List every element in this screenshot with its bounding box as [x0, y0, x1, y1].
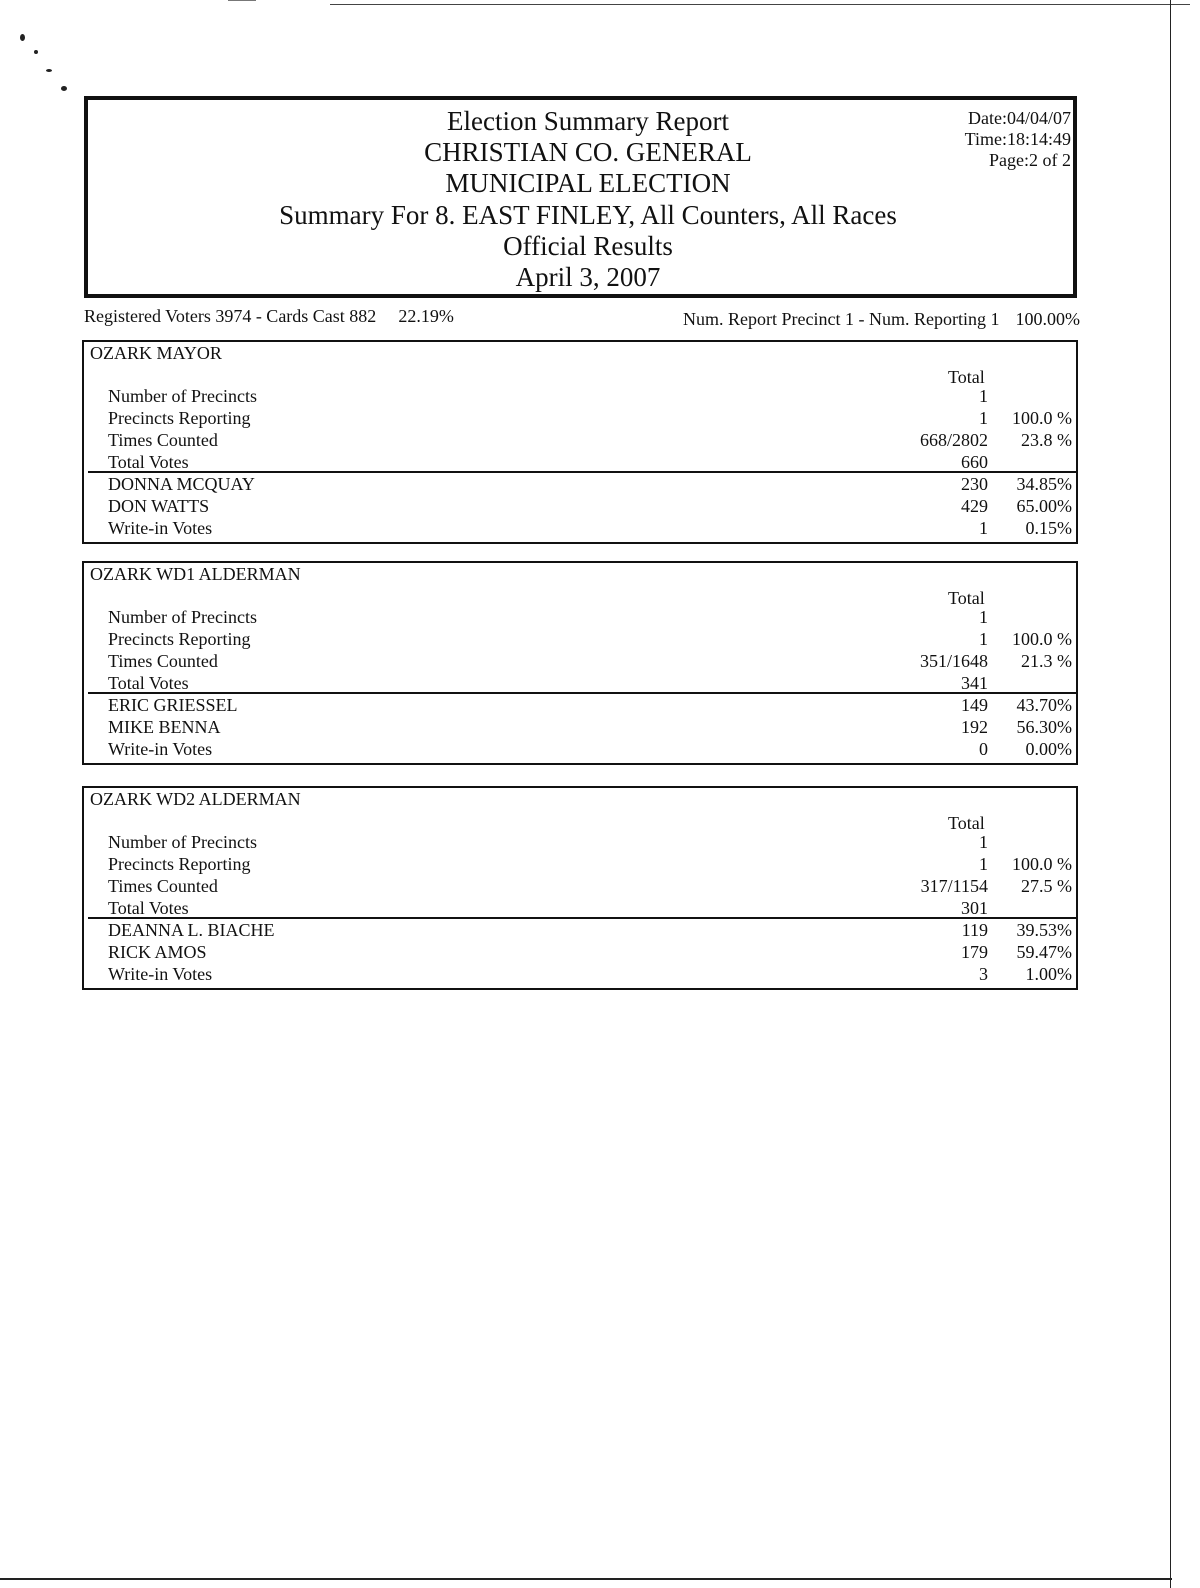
registered-voters-text: Registered Voters 3974 - Cards Cast 882 [84, 306, 377, 326]
reporting-text: Num. Report Precinct 1 - Num. Reporting 1 [683, 309, 1000, 329]
table-row [84, 831, 1076, 853]
row-label: DON WATTS [108, 496, 210, 516]
row-total: 149 [961, 695, 988, 715]
race-ozark-mayor [82, 340, 1078, 544]
row-label: Write-in Votes [108, 518, 213, 538]
row-label: Precincts Reporting [108, 408, 251, 428]
table-row [84, 919, 1076, 941]
row-label: DEANNA L. BIACHE [108, 920, 275, 940]
row-total: 341 [961, 673, 988, 693]
table-row [84, 941, 1076, 963]
row-label: ERIC GRIESSEL [108, 695, 238, 715]
row-label: Times Counted [108, 876, 218, 896]
row-label: Write-in Votes [108, 964, 213, 984]
scan-speck [46, 69, 52, 72]
race-ozark-wd2-alderman [82, 786, 1078, 990]
row-total: 1 [979, 386, 988, 406]
row-total: 3 [979, 964, 988, 984]
row-label: RICK AMOS [108, 942, 207, 962]
row-label: Number of Precincts [108, 386, 257, 406]
row-label: Times Counted [108, 430, 218, 450]
row-label: Write-in Votes [108, 739, 213, 759]
row-percent: 1.00% [1025, 964, 1072, 984]
total-column-header: Total [948, 813, 985, 833]
row-total: 1 [979, 607, 988, 627]
row-percent: 59.47% [1016, 942, 1072, 962]
table-row [84, 385, 1076, 407]
row-percent: 100.0 % [1012, 629, 1072, 649]
row-label: Total Votes [108, 452, 189, 472]
title-line: CHRISTIAN CO. GENERAL [424, 137, 752, 168]
table-row [84, 473, 1076, 495]
row-label: Precincts Reporting [108, 854, 251, 874]
table-row [84, 963, 1076, 985]
row-label: Total Votes [108, 673, 189, 693]
scan-speck [34, 50, 38, 54]
table-row [84, 897, 1076, 919]
total-column-header: Total [948, 588, 985, 608]
row-label: Total Votes [108, 898, 189, 918]
reporting-summary [683, 309, 1080, 330]
row-total: 1 [979, 518, 988, 538]
row-label: Precincts Reporting [108, 629, 251, 649]
title-line: MUNICIPAL ELECTION [445, 168, 731, 199]
row-total: 668/2802 [919, 430, 988, 450]
table-row [84, 451, 1076, 473]
row-percent: 100.0 % [1012, 408, 1072, 428]
table-row [84, 738, 1076, 760]
row-percent: 43.70% [1016, 695, 1072, 715]
scan-edge-bottom [0, 1578, 1172, 1580]
row-label: Times Counted [108, 651, 218, 671]
table-row [84, 495, 1076, 517]
turnout-percent: 22.19% [398, 306, 454, 326]
table-row [84, 853, 1076, 875]
row-label: DONNA MCQUAY [108, 474, 255, 494]
report-date: Date:04/04/07 [968, 108, 1071, 128]
row-total: 1 [979, 832, 988, 852]
row-total: 1 [979, 854, 988, 874]
row-percent: 56.30% [1016, 717, 1072, 737]
row-total: 1 [979, 629, 988, 649]
row-total: 351/1648 [919, 651, 988, 671]
row-label: Number of Precincts [108, 832, 257, 852]
scan-edge-right [1170, 0, 1171, 1588]
row-total: 317/1154 [920, 876, 988, 896]
report-page: Page:2 of 2 [989, 150, 1071, 170]
row-percent: 21.3 % [1021, 651, 1072, 671]
race-ozark-wd1-alderman [82, 561, 1078, 765]
row-label: Number of Precincts [108, 607, 257, 627]
row-percent: 65.00% [1016, 496, 1072, 516]
row-percent: 39.53% [1016, 920, 1072, 940]
row-total: 429 [961, 496, 988, 516]
report-meta [965, 108, 1071, 171]
registered-voters-summary [84, 306, 454, 327]
row-percent: 34.85% [1016, 474, 1072, 494]
row-percent: 23.8 % [1021, 430, 1072, 450]
scan-speck [61, 86, 67, 91]
table-row [84, 694, 1076, 716]
row-percent: 0.00% [1025, 739, 1072, 759]
row-total: 179 [961, 942, 988, 962]
row-total: 0 [979, 739, 988, 759]
row-label: MIKE BENNA [108, 717, 221, 737]
scan-speck [20, 34, 25, 41]
report-time: Time:18:14:49 [964, 129, 1071, 149]
row-total: 301 [961, 898, 988, 918]
table-row [84, 716, 1076, 738]
row-total: 660 [961, 452, 988, 472]
race-title: OZARK MAYOR [90, 343, 222, 363]
table-row [84, 517, 1076, 539]
row-total: 119 [961, 920, 988, 940]
table-row [84, 672, 1076, 694]
race-title: OZARK WD1 ALDERMAN [90, 564, 301, 584]
table-row [84, 407, 1076, 429]
title-line: April 3, 2007 [515, 262, 661, 293]
reporting-percent: 100.00% [1015, 309, 1080, 329]
row-percent: 100.0 % [1012, 854, 1072, 874]
table-row [84, 650, 1076, 672]
scan-mark [228, 0, 256, 1]
title-line: Official Results [503, 230, 673, 261]
scan-edge-top [330, 4, 1190, 5]
race-title: OZARK WD2 ALDERMAN [90, 789, 301, 809]
title-line: Election Summary Report [447, 106, 729, 136]
report-header [84, 96, 1077, 298]
row-percent: 0.15% [1025, 518, 1072, 538]
title-line: Summary For 8. EAST FINLEY, All Counters, All Races [279, 199, 897, 230]
table-row [84, 875, 1076, 897]
table-row [84, 429, 1076, 451]
report-title [88, 106, 1088, 293]
table-row [84, 628, 1076, 650]
total-column-header: Total [948, 367, 985, 387]
row-percent: 27.5 % [1021, 876, 1072, 896]
row-total: 1 [979, 408, 988, 428]
row-total: 192 [961, 717, 988, 737]
row-total: 230 [961, 474, 988, 494]
table-row [84, 606, 1076, 628]
